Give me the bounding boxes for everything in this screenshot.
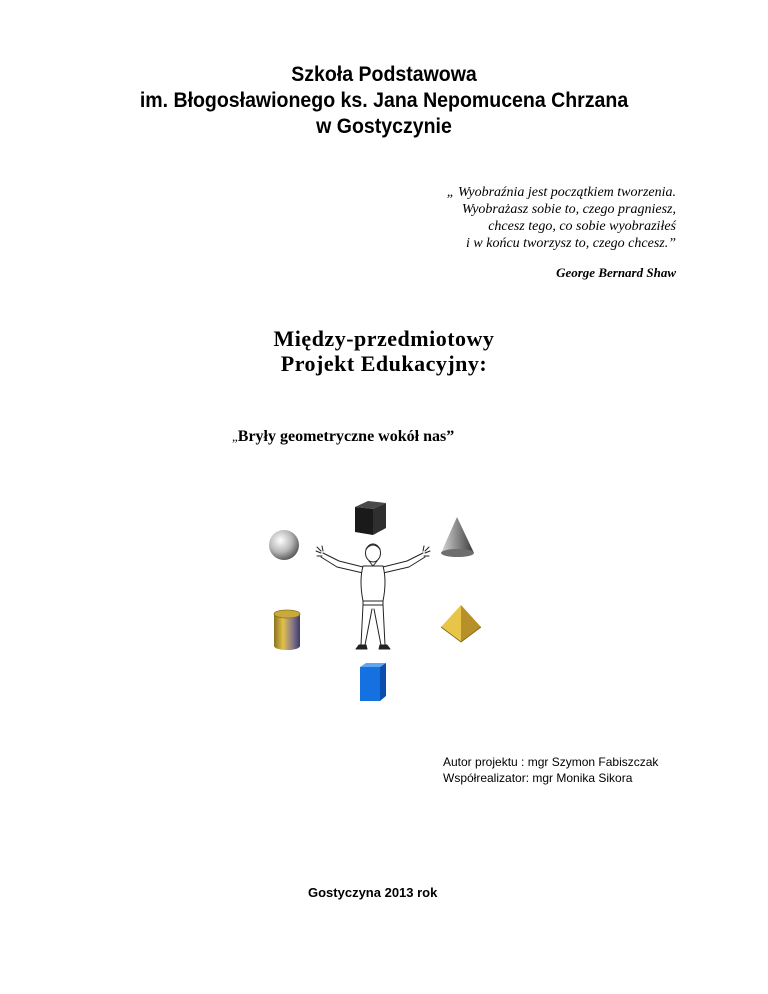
quote [447,184,676,252]
black-cube-shape [355,501,386,535]
project-title-line-2: Projekt Edukacyjny: [280,351,488,376]
quote-line-3: chcesz tego, co sobie wyobraziłeś [488,219,676,234]
school-name-line-2: im. Błogosławionego ks. Jana Nepomucena Chrzana [139,89,629,112]
cone-shape [441,517,474,557]
quote-line-1: „ Wyobraźnia jest początkiem tworzenia. [446,185,676,200]
juggling-man-figure [316,544,430,649]
project-coauthor: Współrealizator: mgr Monika Sikora [443,771,633,785]
subtitle-open-quote: „ [232,429,238,444]
school-name-line-1: Szkoła Podstawowa [291,63,477,86]
school-name [27,62,741,140]
quote-line-4: i w końcu tworzysz to, czego chcesz.” [466,236,676,251]
pyramid-shape [441,605,481,642]
sphere-shape [269,530,299,560]
project-subtitle [232,428,454,446]
blue-cube-shape [360,663,386,701]
project-title-line-1: Między-przedmiotowy [273,326,495,351]
geometric-solids-illustration [255,495,495,705]
project-author: Autor projektu : mgr Szymon Fabiszczak [443,755,659,769]
project-title [0,326,768,376]
quote-author: George Bernard Shaw [556,265,676,280]
subtitle-text: Bryły geometryczne wokół nas” [237,428,455,445]
credits [443,754,658,786]
quote-line-2: Wyobrażasz sobie to, czego pragniesz, [461,202,676,217]
cylinder-shape [274,610,300,650]
place-and-year: Gostyczyna 2013 rok [308,885,438,900]
school-name-line-3: w Gostyczynie [316,115,452,138]
